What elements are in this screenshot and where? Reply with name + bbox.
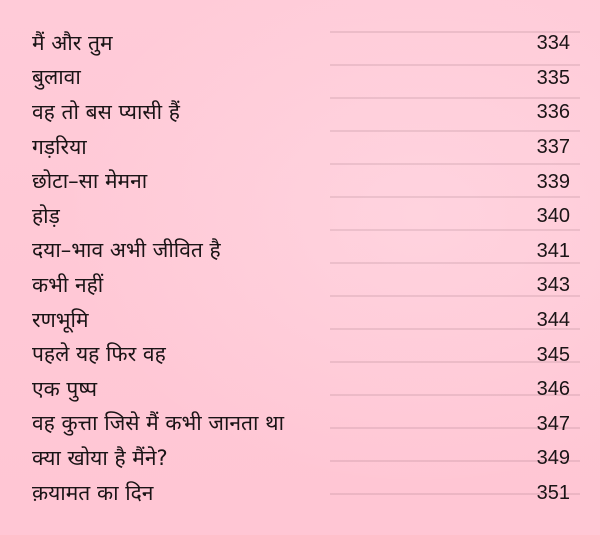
toc-entry-page: 349 bbox=[536, 447, 570, 470]
toc-entry bbox=[32, 268, 572, 303]
toc-entry-title: एक पुष्प bbox=[32, 376, 98, 401]
toc-entry-title: वह तो बस प्यासी हैं bbox=[32, 99, 180, 124]
toc-entry-title: होड़ bbox=[32, 203, 60, 228]
toc-entry-page: 351 bbox=[536, 482, 570, 505]
toc-entry-title: कभी नहीं bbox=[32, 272, 104, 297]
toc-entry bbox=[32, 95, 572, 130]
toc-entry-title: गड़रिया bbox=[32, 134, 87, 159]
toc-entry bbox=[32, 337, 572, 372]
toc-entry-page: 347 bbox=[536, 412, 570, 435]
toc-entry-page: 345 bbox=[536, 343, 570, 366]
toc-entry-title: क्या खोया है मैंने? bbox=[32, 445, 168, 470]
toc-entry-page: 341 bbox=[536, 239, 570, 262]
toc-entry-title: पहले यह फिर वह bbox=[32, 342, 166, 367]
toc-entry-page: 346 bbox=[536, 378, 570, 401]
toc-entry-title: छोटा–सा मेमना bbox=[32, 169, 148, 194]
toc-entry bbox=[32, 164, 572, 199]
toc-entry-page: 339 bbox=[536, 170, 570, 193]
toc-entry bbox=[32, 407, 572, 442]
table-of-contents bbox=[32, 26, 572, 510]
toc-entry bbox=[32, 234, 572, 269]
toc-entry bbox=[32, 130, 572, 165]
toc-entry bbox=[32, 441, 572, 476]
toc-entry-page: 335 bbox=[536, 66, 570, 89]
toc-entry-title: दया–भाव अभी जीवित है bbox=[32, 238, 221, 263]
toc-entry bbox=[32, 61, 572, 96]
toc-entry bbox=[32, 476, 572, 511]
toc-entry-page: 344 bbox=[536, 309, 570, 332]
toc-entry bbox=[32, 199, 572, 234]
toc-entry-title: क़यामत का दिन bbox=[32, 480, 154, 505]
toc-entry-page: 337 bbox=[536, 136, 570, 159]
toc-entry-page: 343 bbox=[536, 274, 570, 297]
toc-entry bbox=[32, 303, 572, 338]
toc-entry-title: रणभूमि bbox=[32, 307, 89, 332]
toc-entry-page: 340 bbox=[536, 205, 570, 228]
toc-entry-title: बुलावा bbox=[32, 65, 81, 90]
toc-entry-page: 334 bbox=[536, 32, 570, 55]
toc-entry-title: वह कुत्ता जिसे मैं कभी जानता था bbox=[32, 411, 285, 436]
toc-entry bbox=[32, 372, 572, 407]
toc-entry-page: 336 bbox=[536, 101, 570, 124]
toc-entry-title: मैं और तुम bbox=[32, 30, 113, 55]
toc-entry bbox=[32, 26, 572, 61]
